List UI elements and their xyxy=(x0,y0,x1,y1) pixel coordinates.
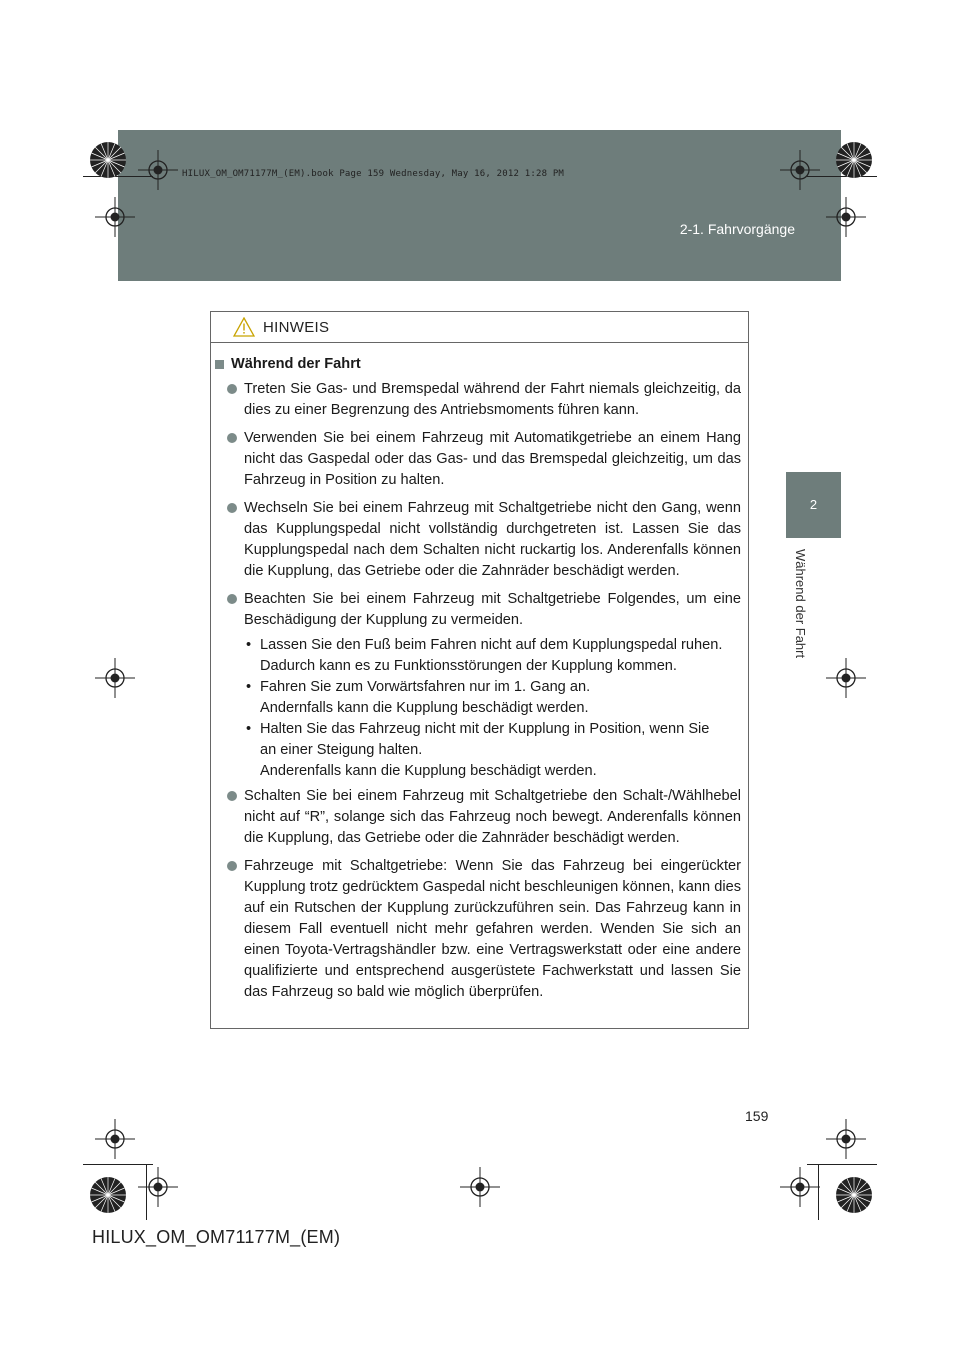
file-stamp: HILUX_OM_OM71177M_(EM).book Page 159 Wednesday, May 16, 2012 1:28 PM xyxy=(182,169,565,179)
warning-triangle-icon xyxy=(233,317,255,337)
sub-list xyxy=(215,635,741,782)
star-target-icon xyxy=(88,1175,128,1215)
chapter-number: 2 xyxy=(809,497,818,512)
notice-box xyxy=(210,311,749,1029)
header-band xyxy=(118,130,841,281)
circle-bullet-icon xyxy=(227,594,237,604)
registration-mark-icon xyxy=(460,1167,500,1207)
registration-mark-icon xyxy=(95,1119,135,1159)
list-item: Treten Sie Gas- und Bremspedal während der Fahrt niemals gleichzeitig, da dies zu einer Begrenzung des Antriebsmoments führen kann. xyxy=(215,379,741,421)
notice-title: HINWEIS xyxy=(263,318,330,336)
section-title: 2-1. Fahrvorgänge xyxy=(679,221,795,237)
registration-mark-icon xyxy=(138,150,178,190)
registration-mark-icon xyxy=(780,1167,820,1207)
registration-mark-icon xyxy=(95,658,135,698)
registration-mark-icon xyxy=(826,197,866,237)
chapter-label: Während der Fahrt xyxy=(793,549,808,659)
list-item: Verwenden Sie bei einem Fahrzeug mit Automatikgetriebe an einem Hang nicht das Gaspedal oder das Gas- und das Bremspedal gleichzeitig, um das Fahrzeug in Position zu halten. xyxy=(215,428,741,491)
registration-mark-icon xyxy=(138,1167,178,1207)
square-bullet-icon xyxy=(215,360,224,369)
circle-bullet-icon xyxy=(227,433,237,443)
list-item: Wechseln Sie bei einem Fahrzeug mit Schaltgetriebe nicht den Gang, wenn das Kupplungspedal nicht vollständig durchgetreten ist. Lassen Sie das Kupplungspedal nach dem Schalten nicht ruckartig los. Anderenfalls können die Kupplung, das Getriebe oder die Zahnräder beschädigt werden. xyxy=(215,498,741,582)
circle-bullet-icon xyxy=(227,503,237,513)
star-target-icon xyxy=(834,140,874,180)
circle-bullet-icon xyxy=(227,791,237,801)
registration-mark-icon xyxy=(95,197,135,237)
star-target-icon xyxy=(834,1175,874,1215)
circle-bullet-icon xyxy=(227,384,237,394)
registration-mark-icon xyxy=(826,658,866,698)
registration-mark-icon xyxy=(826,1119,866,1159)
doc-code: HILUX_OM_OM71177M_(EM) xyxy=(92,1227,341,1247)
sub-list-item: • Fahren Sie zum Vorwärtsfahren nur im 1. Gang an. Andernfalls kann die Kupplung beschädigt werden. xyxy=(246,679,591,716)
crop-mark xyxy=(83,1164,153,1165)
notice-header xyxy=(211,312,748,343)
notice-body xyxy=(211,343,748,1003)
registration-mark-icon xyxy=(780,150,820,190)
sub-list-item: • Halten Sie das Fahrzeug nicht mit der Kupplung in Position, wenn Sie an einer Steigung halten. Anderenfalls kann die Kupplung beschädigt werden. xyxy=(246,721,710,779)
sub-list-item: • Lassen Sie den Fuß beim Fahren nicht auf dem Kupplungspedal ruhen. Dadurch kann es zu Funktionsstörungen der Kupplung kommen. xyxy=(246,637,723,674)
notice-subheading-text: Während der Fahrt xyxy=(231,356,361,372)
page-number: 159 xyxy=(745,1108,769,1124)
list-item: Beachten Sie bei einem Fahrzeug mit Schaltgetriebe Folgendes, um eine Beschädigung der Kupplung zu vermeiden. xyxy=(215,589,741,631)
list-item: Schalten Sie bei einem Fahrzeug mit Schaltgetriebe den Schalt-/Wählhebel nicht auf “R”, solange sich das Fahrzeug noch bewegt. Anderenfalls können die Kupplung, das Getriebe oder die Zahnräder beschädigt werden. xyxy=(215,786,741,849)
star-target-icon xyxy=(88,140,128,180)
circle-bullet-icon xyxy=(227,861,237,871)
list-item: Fahrzeuge mit Schaltgetriebe: Wenn Sie das Fahrzeug bei eingerückter Kupplung trotz gedrücktem Gaspedal nicht beschleunigen können, kann dies auf ein Rutschen der Kupplung zurückzuführen sein. Das Fahrzeug kann in diesem Fall eventuell nicht mehr gefahren werden. Wenden Sie sich an einen Toyota-Vertragshändler bzw. eine Vertragswerkstatt oder eine andere qualifizierte und entsprechend ausgerüstete Fachwerkstatt und lassen Sie das Fahrzeug so bald wie möglich überprüfen. xyxy=(215,856,741,1003)
notice-subheading xyxy=(215,354,741,375)
